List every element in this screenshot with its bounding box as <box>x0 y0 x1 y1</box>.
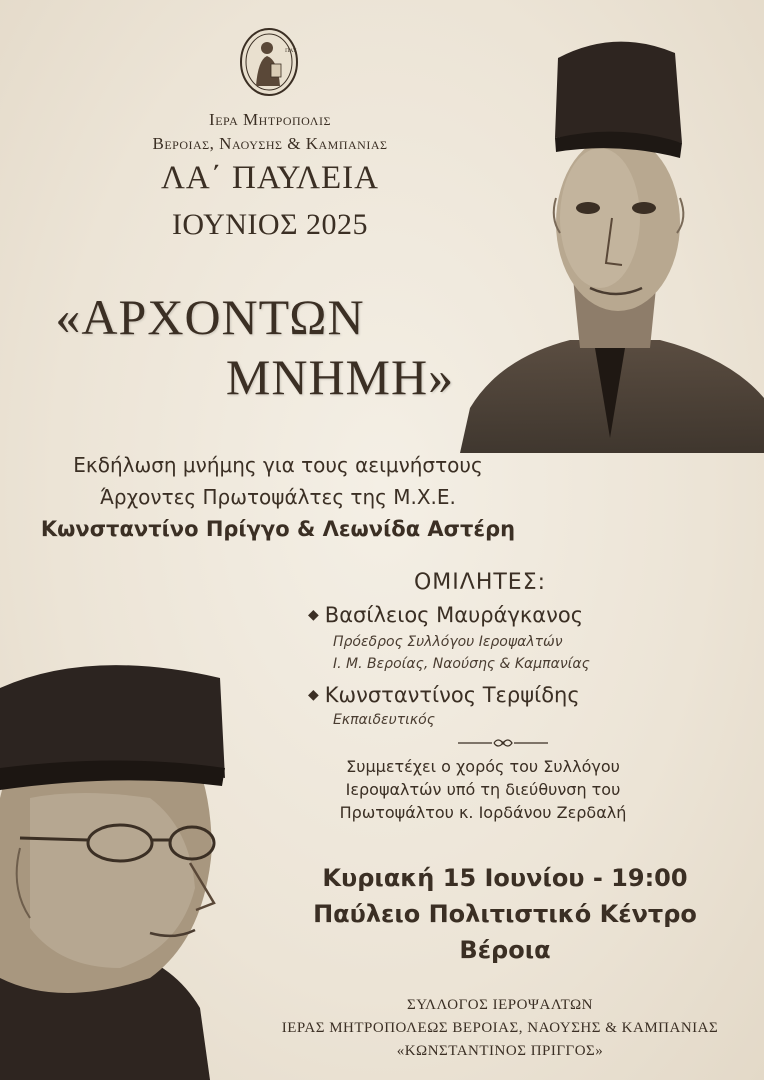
choir-line2: Ιεροψαλτών υπό τη διεύθυνση του <box>345 780 621 799</box>
speaker-1-role-line1: Πρόεδρος Συλλόγου Ιεροψαλτών <box>333 634 563 650</box>
metropolis-name-line1: Ιερα Μητροπολις <box>209 110 331 129</box>
event-venue: Παύλειο Πολιτιστικό Κέντρο <box>313 900 697 928</box>
diamond-bullet-icon: ◆ <box>308 688 319 703</box>
diamond-bullet-icon: ◆ <box>308 608 319 623</box>
event-date-time: Κυριακή 15 Ιουνίου - 19:00 <box>322 864 688 892</box>
description-line2: Άρχοντες Πρωτοψάλτες της Μ.Χ.Ε. <box>100 485 456 509</box>
speakers-heading: ΟΜΙΛΗΤΕΣ: <box>413 570 547 595</box>
speaker-2-name-row <box>308 683 580 707</box>
svg-text:ΠΑΥ: ΠΑΥ <box>285 48 297 54</box>
event-city: Βέροια <box>459 936 551 964</box>
event-name: ΛΑ΄ ΠΑΥΛΕΙΑ <box>161 160 379 196</box>
speaker-2-role-line1: Εκπαιδευτικός <box>333 712 435 728</box>
cantor-portrait-glasses-icon <box>0 648 240 1080</box>
cantor-portrait-icon <box>460 18 764 453</box>
footer-org-line1: ΣΥΛΛΟΓΟΣ ΙΕΡΟΨΑΛΤΩΝ <box>407 997 593 1013</box>
speaker-1-name-row <box>308 603 583 627</box>
main-title-line1: «ΑΡΧΟΝΤΩΝ <box>55 289 365 345</box>
metropolis-seal-icon <box>238 26 300 98</box>
main-title-line2: ΜΝΗΜΗ» <box>225 349 455 405</box>
footer-org-line3: «ΚΩΝΣΤΑΝΤΙΝΟΣ ΠΡΙΓΓΟΣ» <box>396 1043 604 1059</box>
metropolis-name-line2: Βεροιας, Ναουσης & Καμπανιας <box>152 134 388 153</box>
description-honorees: Κωνσταντίνο Πρίγγο & Λεωνίδα Αστέρη <box>40 517 516 541</box>
speaker-2-name: Κωνσταντίνος Τερψίδης <box>324 683 580 707</box>
choir-line1: Συμμετέχει ο χορός του Συλλόγου <box>346 757 620 776</box>
choir-line3: Πρωτοψάλτου κ. Ιορδάνου Ζερδαλή <box>339 803 627 822</box>
footer-org-line2: ΙΕΡΑΣ ΜΗΤΡΟΠΟΛΕΩΣ ΒΕΡΟΙΑΣ, ΝΑΟΥΣΗΣ & ΚΑΜΠΑΝΙΑΣ <box>281 1020 719 1036</box>
speaker-1-role-line2: Ι. Μ. Βεροίας, Ναούσης & Καμπανίας <box>333 656 590 672</box>
ornament-divider-icon <box>458 735 548 751</box>
event-date: ΙΟΥΝΙΟΣ 2025 <box>171 208 369 241</box>
description-line1: Εκδήλωση μνήμης για τους αειμνήστους <box>73 453 483 477</box>
speaker-1-name: Βασίλειος Μαυράγκανος <box>324 603 584 627</box>
